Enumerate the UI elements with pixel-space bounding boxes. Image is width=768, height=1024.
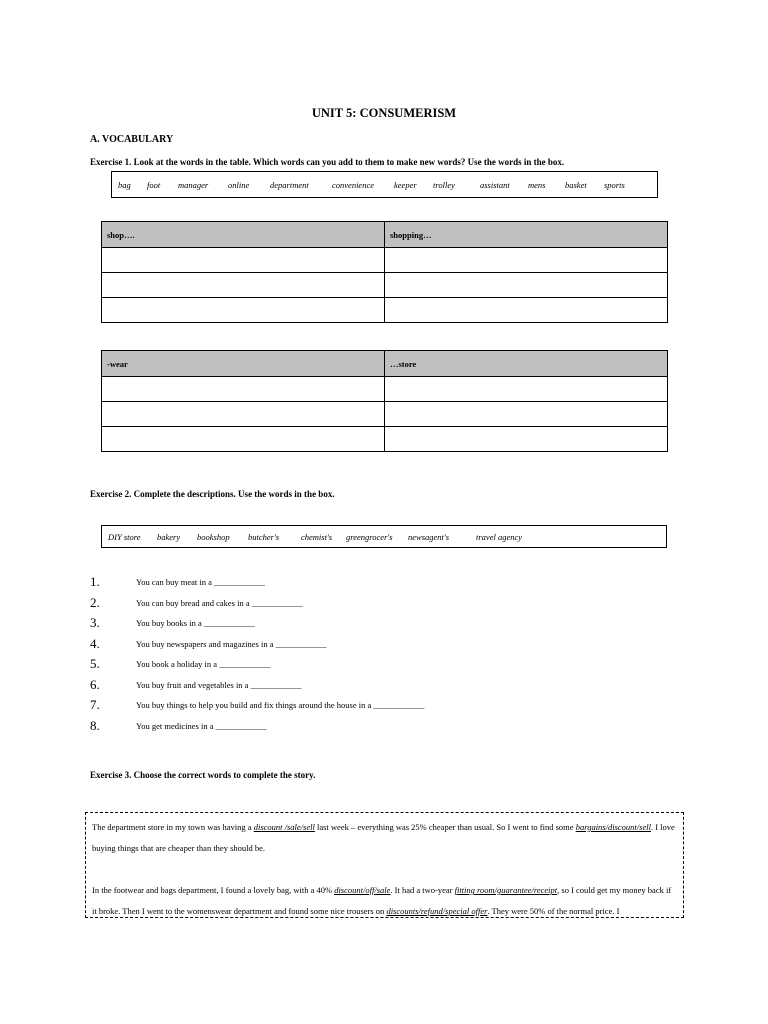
answer-cell[interactable] <box>102 298 385 323</box>
item-number: 2. <box>90 594 100 610</box>
answer-cell[interactable] <box>102 248 385 273</box>
list-item <box>90 675 590 696</box>
wear-store-table <box>101 350 668 452</box>
answer-cell[interactable] <box>385 377 668 402</box>
list-item <box>90 654 590 675</box>
word-box-item: online <box>228 179 250 190</box>
story-text: In the footwear and bags department, I found a lovely bag, with a 40% <box>92 885 335 895</box>
story-text: The department store in my town was having a <box>92 822 254 832</box>
answer-cell[interactable] <box>102 402 385 427</box>
item-text[interactable]: You can buy meat in a ____________ <box>136 577 265 588</box>
item-number: 3. <box>90 615 100 631</box>
word-box-item: chemist's <box>301 531 333 542</box>
item-number: 8. <box>90 717 100 733</box>
story-paragraph-1 <box>92 817 677 859</box>
word-box-item: DIY store <box>108 531 141 542</box>
word-box-item: assistant <box>480 179 510 190</box>
answer-cell[interactable] <box>385 298 668 323</box>
item-number: 7. <box>90 697 100 713</box>
item-number: 1. <box>90 574 100 590</box>
word-box-item: foot <box>147 179 161 190</box>
item-number: 6. <box>90 676 100 692</box>
answer-cell[interactable] <box>385 427 668 452</box>
exercise-2-instruction: Exercise 2. Complete the descriptions. Use the words in the box. <box>90 489 335 499</box>
story-paragraph-2 <box>92 880 677 918</box>
story-text: last week – everything was 25% cheaper than usual. So I went to find some <box>314 822 576 832</box>
word-box-item: manager <box>178 179 209 190</box>
item-text[interactable]: You buy things to help you build and fix things around the house in a ____________ <box>136 700 425 711</box>
list-item <box>90 613 590 634</box>
word-box-item: greengrocer's <box>346 531 393 542</box>
shop-shopping-table <box>101 221 668 323</box>
story-text: , so I could get my money back if it broke. Then I went to the womenswear department and found some nice trousers on <box>92 885 672 916</box>
story-text: . I love buying things that are cheaper than they should be. <box>92 822 675 853</box>
list-item <box>90 593 590 614</box>
item-text[interactable]: You buy fruit and vegetables in a ____________ <box>136 679 302 690</box>
word-box-item: butcher's <box>248 531 280 542</box>
exercise-2-list <box>90 572 590 736</box>
word-box-item: travel agency <box>476 531 523 542</box>
answer-cell[interactable] <box>385 248 668 273</box>
list-item <box>90 695 590 716</box>
answer-cell[interactable] <box>385 273 668 298</box>
word-box-item: sports <box>604 179 625 190</box>
list-item <box>90 716 590 737</box>
answer-cell[interactable] <box>102 427 385 452</box>
item-text[interactable]: You can buy bread and cakes in a ____________ <box>136 597 303 608</box>
word-box-item: convenience <box>332 179 374 190</box>
word-box-item: trolley <box>433 179 455 190</box>
word-box-item: department <box>270 179 309 190</box>
item-number: 4. <box>90 635 100 651</box>
item-text[interactable]: You buy books in a ____________ <box>136 618 255 629</box>
item-text[interactable]: You get medicines in a ____________ <box>136 720 267 731</box>
word-box-item: bag <box>118 179 131 190</box>
table-header-shop: shop…. <box>102 222 385 248</box>
exercise-1-word-box <box>111 171 658 198</box>
exercise-3-story-box <box>85 812 684 918</box>
story-text: . It had a two-year <box>390 885 455 895</box>
list-item <box>90 572 590 593</box>
exercise-2-word-box <box>101 525 667 548</box>
answer-cell[interactable] <box>385 402 668 427</box>
exercise-3-instruction: Exercise 3. Choose the correct words to complete the story. <box>90 770 316 780</box>
answer-cell[interactable] <box>102 377 385 402</box>
item-text[interactable]: You book a holiday in a ____________ <box>136 659 271 670</box>
word-box-item: bookshop <box>197 531 230 542</box>
word-box-item: mens <box>528 179 546 190</box>
word-choice-1[interactable]: discount /sale/sell <box>253 822 315 832</box>
story-text: . They were 50% of the normal price. I <box>487 906 620 916</box>
word-box-item: bakery <box>157 531 181 542</box>
word-choice-5[interactable]: discounts/refund/special offer <box>386 906 488 916</box>
table-header-store: …store <box>385 351 668 377</box>
word-box-item: basket <box>565 179 587 190</box>
exercise-1-instruction: Exercise 1. Look at the words in the table. Which words can you add to them to make new words? Use the words in the box. <box>90 157 565 167</box>
table-header-wear: -wear <box>102 351 385 377</box>
item-number: 5. <box>90 656 100 672</box>
answer-cell[interactable] <box>102 273 385 298</box>
page-title: UNIT 5: CONSUMERISM <box>311 106 457 120</box>
section-heading: A. VOCABULARY <box>90 134 174 145</box>
list-item <box>90 634 590 655</box>
table-header-shopping: shopping… <box>385 222 668 248</box>
word-choice-2[interactable]: bargains/discount/sell <box>575 822 651 832</box>
word-box-item: newsagent's <box>408 531 450 542</box>
item-text[interactable]: You buy newspapers and magazines in a ____________ <box>136 638 327 649</box>
word-box-item: keeper <box>394 179 417 190</box>
word-choice-3[interactable]: discount/off/sale <box>334 885 391 895</box>
word-choice-4[interactable]: fitting room/guarantee/receipt <box>454 885 558 895</box>
